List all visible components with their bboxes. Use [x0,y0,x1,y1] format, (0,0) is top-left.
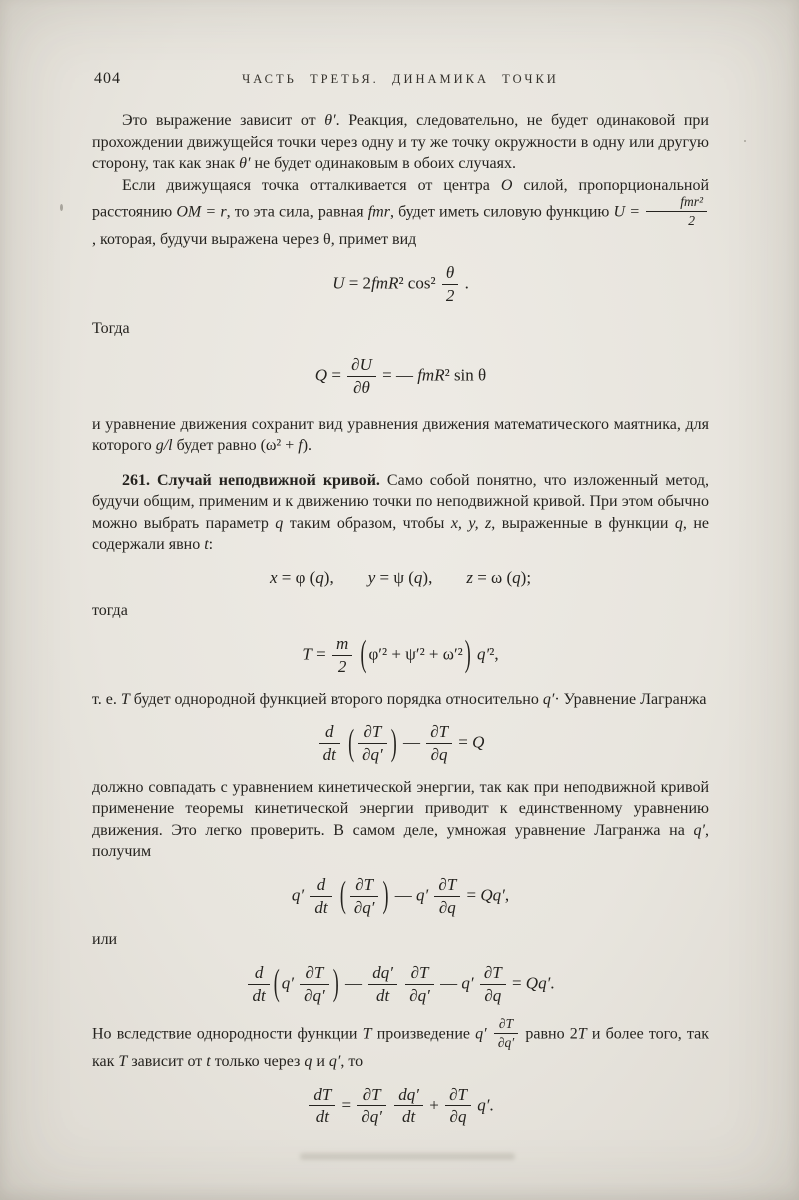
scan-artifact [300,1153,515,1160]
running-head: ЧАСТЬ ТРЕТЬЯ. ДИНАМИКА ТОЧКИ [242,72,559,86]
text-run: , будет иметь силовую функцию [389,203,614,221]
text-run: — [340,973,367,993]
text-run: q [315,567,324,587]
text-run: — [398,732,425,752]
fraction-denominator: dt [402,1107,416,1127]
text-run: : [208,536,214,554]
text-run: = [507,973,526,993]
text-run: = — [377,365,418,385]
text-run: зависит от [127,1053,207,1070]
text-run: ). [302,437,313,455]
text-run: = φ ( [277,567,316,587]
text-run: ² cos² [398,273,440,293]
equation-multiplied-by-q-prime [92,873,709,917]
fraction [300,964,329,1005]
big-parenthesis: ) [390,721,397,763]
text-run: q′ [475,1025,492,1042]
text-run: Само собой понятно, что изложенный метод, будучи общим, применим и к движению точки по неподвижной кривой. При этом обычно можно выбрать параметр [92,471,710,532]
scan-speck [60,204,63,211]
text-run [354,644,358,663]
fraction-denominator: dt [322,744,336,764]
text-run: fmR [371,273,399,293]
big-parenthesis: ( [348,721,355,763]
fraction-denominator: ∂q′ [497,1034,515,1050]
text-run [342,732,346,751]
text-run: , то эта сила, равная [226,203,368,221]
text-run: , не содержали явно [92,514,710,554]
text-run: должно совпадать с уравнением кинетической энергии, так как при неподвижной кривой применение теоремы кинетической энергии приводит к единственному уравнению движения. Это легко проверить. В самом деле, умножая уравнение Лагранжа на [92,778,709,839]
text-run: = [311,644,330,664]
text-run: и уравнение движения сохранит вид уравнения движения математического маятника, для которого [92,415,709,455]
word-or: или [92,931,118,949]
fraction-numerator: dT [309,1086,335,1107]
text-run: q′ [461,973,478,993]
text-run: t [206,1053,211,1070]
fraction-denominator: 2 [688,213,695,229]
text-run: q′ [281,973,299,993]
fraction-denominator: ∂q′ [409,985,430,1005]
text-run: q′ [472,644,490,664]
text-run: и более того, так как [92,1025,710,1070]
fraction [480,964,506,1005]
paragraph-reaction [92,110,709,175]
big-parenthesis: ) [332,961,339,1003]
text-run: и [312,1053,329,1070]
fraction [350,876,379,917]
text-run: T [362,1025,372,1042]
fraction-numerator: ∂T [426,723,452,744]
text-run: силой, пропорциональной расстоянию [92,176,710,221]
fraction-denominator: ∂q′ [353,897,375,917]
fraction-numerator: d [248,964,269,985]
text-run: q′ [472,1094,490,1114]
page-number: 404 [94,70,121,87]
equation-parametric [92,569,709,588]
text-run: q [512,567,521,587]
big-parenthesis: ) [464,632,471,674]
paragraph-homogeneity [92,1015,710,1073]
fraction [357,1086,386,1127]
text-run: . [550,973,555,993]
text-run [399,973,403,992]
paragraph-energy-theorem [92,777,709,863]
text-run: t [204,536,209,554]
text-run: ² sin θ [444,365,487,385]
equation-expanded [92,961,709,1005]
text-run: T [118,1053,128,1070]
paragraph-repulsion [92,175,709,251]
text-run: ², [489,644,499,664]
text-run: , [504,885,510,905]
word-then-1: Тогда [92,319,130,337]
text-run: только через [210,1053,305,1070]
big-parenthesis: ( [339,873,346,915]
text-run: q′ [542,690,555,708]
text-run: ), [323,567,368,587]
fraction-numerator: θ [442,264,459,285]
fraction-denominator: dt [252,985,266,1005]
fraction [358,723,387,764]
big-parenthesis: ( [360,632,367,674]
text-run: x, y, z [450,514,492,532]
fraction [394,1086,423,1127]
fraction-numerator: ∂T [300,964,329,985]
text-run: — [435,973,462,993]
text-run: q [304,1053,313,1070]
fraction-denominator: ∂q [484,985,502,1005]
text-run: U [332,273,345,293]
fraction-denominator: ∂q [438,897,456,917]
text-run: U = [613,203,645,221]
text-run: будет однородной функцией второго порядка относительно [129,690,543,708]
text-run: f [298,437,303,455]
fraction-numerator: ∂T [434,876,460,897]
fraction-denominator: ∂q′ [304,985,325,1005]
text-run: Это выражение зависит от [122,112,325,129]
text-run: q′ [328,1053,341,1070]
fraction [646,195,707,228]
text-run: = [327,365,346,385]
text-run: φ′² + ψ′² + ω′² [368,644,463,664]
fraction-numerator: ∂T [357,1086,386,1107]
paragraph-section-261 [92,470,709,556]
text-run: = [454,732,473,752]
text-run: . [489,1094,494,1114]
equation-potential-function [92,264,709,305]
fraction [332,635,352,676]
paragraph-homogeneous [92,689,709,711]
fraction-numerator: d [310,876,331,897]
text-run: , то [340,1053,364,1070]
text-run: = [337,1094,356,1114]
text-run: таким образом, чтобы [283,514,451,532]
text-run: , получим [92,821,709,861]
fraction-denominator: dt [376,985,390,1005]
fraction-numerator: ∂T [405,964,434,985]
text-run: fmr [367,203,390,221]
text-run [388,1095,392,1114]
text-run: Но вследствие однородности функции [92,1025,363,1042]
fraction [442,264,459,305]
fraction-denominator: ∂θ [353,377,370,397]
fraction-denominator: 2 [337,656,347,676]
text-run: Qq′ [525,973,551,993]
text-run: Q [472,732,485,752]
fraction-numerator: ∂T [350,876,379,897]
text-run: . Реакция, следовательно, не будет одинаковой при прохождении движущейся точки через одну и ту же точку окружности в одну или другую сторону, так как знак [92,112,709,172]
text-run: θ′ [324,112,336,129]
fraction-denominator: ∂q [449,1107,467,1127]
fraction-denominator: 2 [445,285,455,305]
fraction-numerator: ∂T [480,964,506,985]
fraction [310,876,331,917]
fraction-numerator: ∂T [358,723,387,744]
page-header [92,70,709,88]
text-run: q′ [693,821,705,839]
text-run: · Уравнение Лагранжа [554,690,707,708]
fraction [434,876,460,917]
text-run: fmR [417,365,445,385]
fraction-denominator: dt [315,1107,329,1127]
text-run: . [460,273,469,293]
text-run: ), [422,567,467,587]
scan-speck [744,140,746,142]
text-run: y [367,567,376,587]
text-run: OM = r [176,203,227,221]
text-run: T [302,644,312,664]
text-run: O [500,176,513,194]
fraction-denominator: ∂q′ [361,1107,383,1127]
text-run: T [577,1025,587,1042]
fraction-numerator: ∂T [445,1086,471,1107]
text-run: не будет одинаковым в обоих случаях. [250,155,517,172]
text-run: т. е. [92,690,121,708]
text-run: = ω ( [472,567,513,587]
equation-generalized-force [92,356,709,397]
text-run: q′ [415,885,433,905]
equation-lagrange [92,723,709,764]
text-run: будет равно (ω² + [172,437,299,455]
fraction-numerator: ∂T [494,1017,518,1034]
fraction-denominator: ∂q′ [362,744,383,764]
text-run: z [466,567,473,587]
text-run: x [269,567,278,587]
fraction [405,964,434,1005]
text-run [334,885,338,904]
paragraph-pendulum [92,414,709,457]
fraction-numerator: d [319,723,340,744]
fraction-numerator: m [332,635,352,656]
fraction [445,1086,471,1127]
text-run: q [413,567,423,587]
text-run: q [674,514,683,532]
text-run: равно 2 [520,1025,578,1042]
text-run: 261. Случай неподвижной кривой. [122,471,380,489]
fraction [494,1017,518,1050]
text-run: = 2 [344,273,372,293]
text-run: — [390,885,416,905]
fraction-denominator: dt [314,897,328,917]
text-run: ); [520,567,532,587]
big-parenthesis: ( [273,961,280,1003]
text-run: = ψ ( [375,567,414,587]
equation-kinetic-energy [92,632,709,676]
text-run: q′ [291,885,309,905]
text-run: произведение [371,1025,476,1042]
word-then-2: тогда [92,602,128,620]
text-run: , выраженные в функции [491,514,675,532]
fraction [248,964,269,1005]
fraction-numerator: fmr² [646,195,707,212]
fraction-denominator: ∂q [430,744,448,764]
text-run: g/l [155,437,173,455]
text-run: T [120,690,130,708]
text-run: Q [314,365,328,385]
big-parenthesis: ) [382,873,389,915]
text-run: θ′ [239,155,251,172]
text-run: + [424,1094,444,1114]
text-run: Если движущаяся точка отталкивается от центра [122,176,501,194]
text-run: Qq′ [480,885,505,905]
text-run: = [462,885,481,905]
text-run: q [275,514,284,532]
equation-total-derivative [92,1086,709,1127]
fraction-numerator: dq′ [394,1086,423,1107]
text-run: , которая, будучи выражена через θ, примет вид [92,231,417,249]
fraction [319,723,340,764]
fraction-numerator: dq′ [368,964,397,985]
fraction-numerator: ∂U [347,356,376,377]
fraction [347,356,376,397]
fraction [426,723,452,764]
fraction [309,1086,335,1127]
fraction [368,964,397,1005]
